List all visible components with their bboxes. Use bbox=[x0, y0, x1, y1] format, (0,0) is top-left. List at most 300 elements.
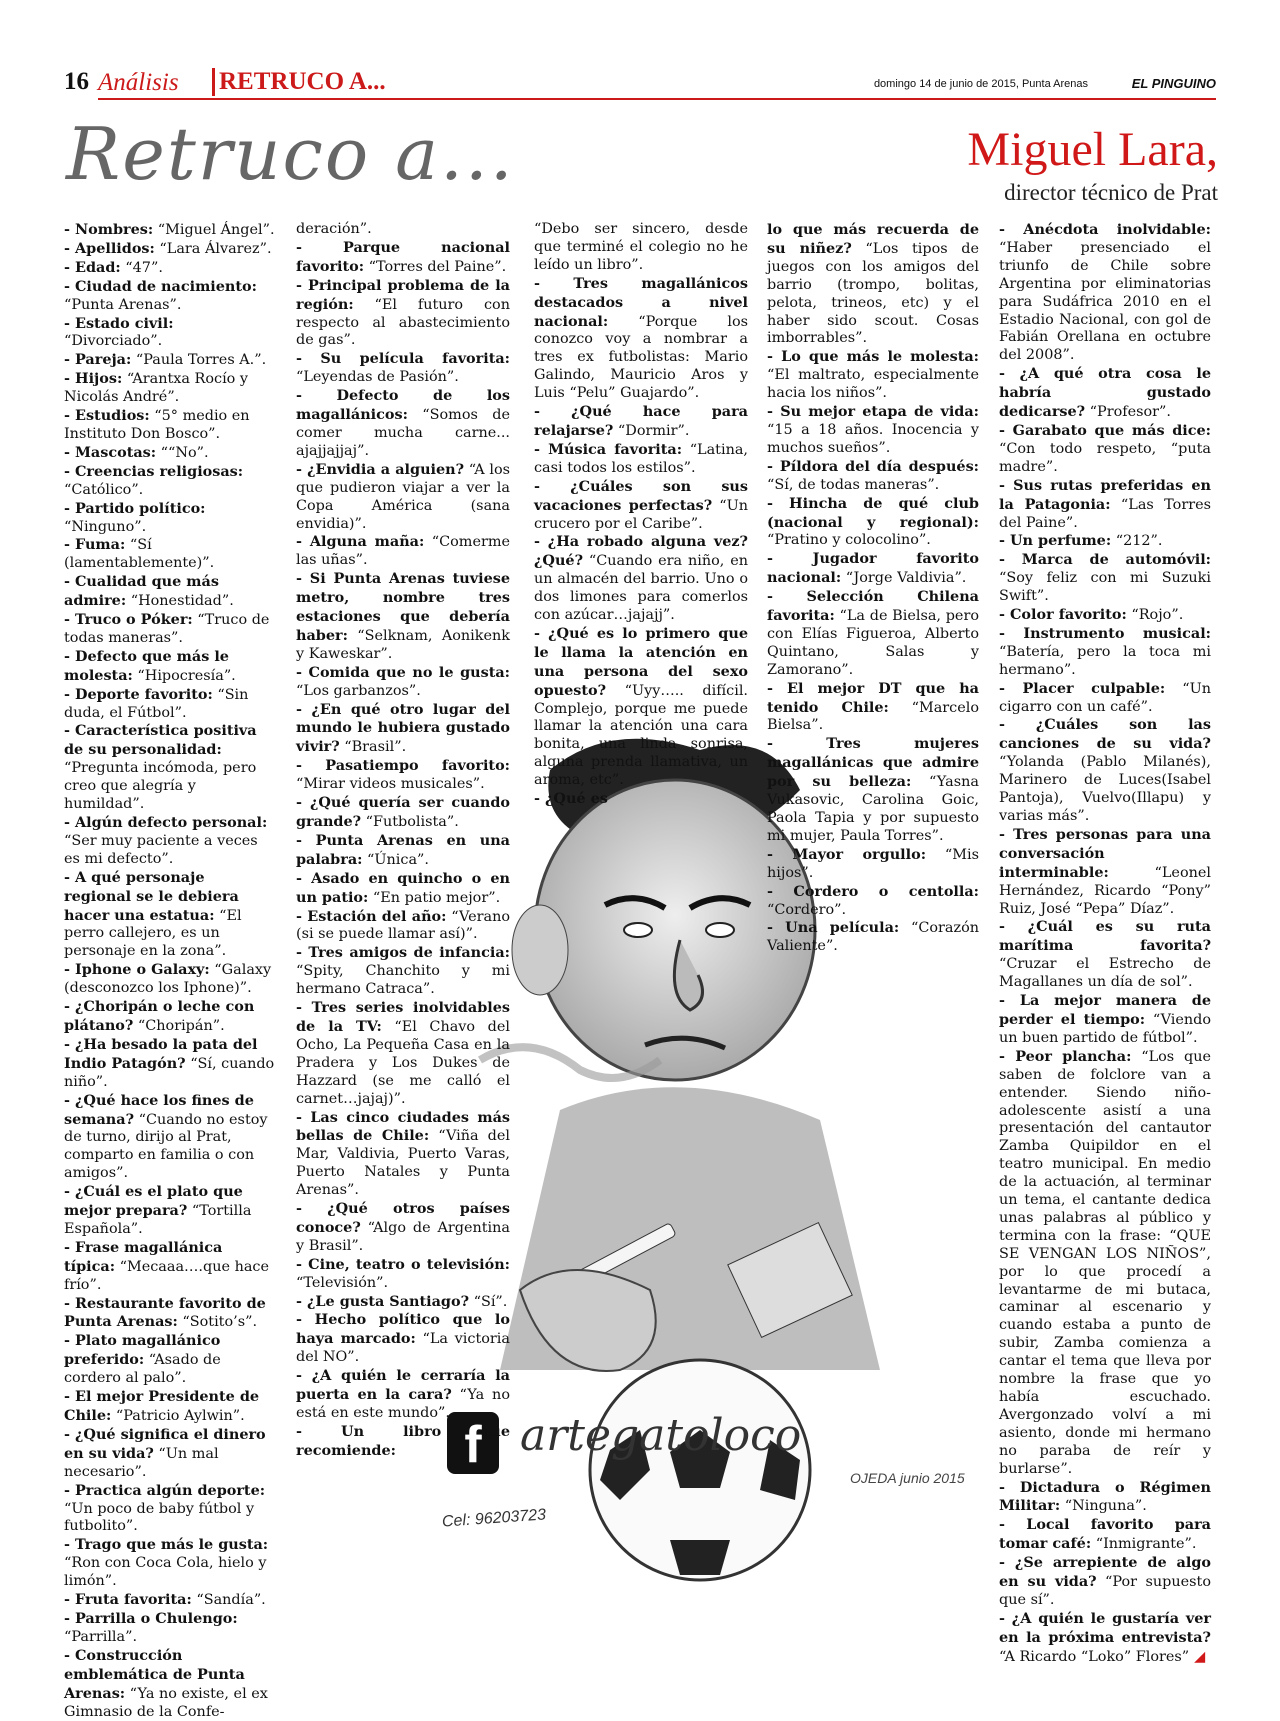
qa-question: - Fuma: bbox=[64, 536, 126, 554]
qa-answer: “Soy feliz con mi Suzuki Swift”. bbox=[999, 570, 1211, 605]
header-rule bbox=[98, 98, 1216, 100]
qa-question: - Practica algún deporte: bbox=[64, 1481, 266, 1499]
qa-question: - Fruta favorita: bbox=[64, 1591, 192, 1609]
qa-item bbox=[767, 403, 979, 458]
qa-answer: “Uyy….. difícil. Complejo, porque me puede llamar la atención una cara bonita, una linda sonrisa, alguna prenda llamativa, un aroma, etc”. bbox=[534, 682, 748, 789]
qa-question: - ¿A quién le gustaría ver en la próxima entrevista? bbox=[999, 1609, 1211, 1646]
qa-question: - ¿En qué otro lugar del mundo le hubiera gustado vivir? bbox=[296, 700, 510, 756]
qa-answer: “Jorge Valdivia”. bbox=[841, 570, 967, 587]
qa-item bbox=[999, 1610, 1211, 1667]
qa-question: - Selección Chilena favorita: bbox=[767, 588, 979, 625]
qa-answer: “Hipocresía”. bbox=[132, 667, 236, 684]
qa-item bbox=[767, 495, 979, 551]
qa-answer: “Selknam, Aonikenk y Kaweskar”. bbox=[296, 627, 510, 662]
qa-item bbox=[296, 350, 510, 387]
qa-question: - Mascotas: bbox=[64, 443, 157, 461]
qa-item bbox=[999, 625, 1211, 680]
ear-left bbox=[512, 905, 568, 995]
qa-question: - Cualidad que más admire: bbox=[64, 573, 219, 610]
qa-answer: “A Ricardo “Loko” Flores” bbox=[999, 1648, 1190, 1665]
qa-question: lo que más recuerda de su niñez? bbox=[767, 221, 979, 257]
qa-item bbox=[534, 790, 748, 809]
qa-answer: “Verano (si se puede llamar así)”. bbox=[296, 908, 511, 943]
qa-answer: “Viendo un buen partido de fútbol”. bbox=[999, 1011, 1211, 1046]
qa-answer: “Sandía”. bbox=[191, 1592, 266, 1609]
qa-answer: “Sí, de todas maneras”. bbox=[767, 476, 940, 493]
qa-question: - Garabato que más dice: bbox=[999, 421, 1211, 439]
qa-question: - El mejor Presidente de Chile: bbox=[64, 1388, 260, 1424]
qa-question: - ¿Cuáles son sus vacaciones perfectas? bbox=[534, 477, 748, 514]
qa-item bbox=[999, 1516, 1211, 1554]
qa-answer: “Punta Arenas”. bbox=[64, 296, 182, 313]
qa-answer: “Miguel Ángel”. bbox=[153, 222, 275, 238]
qa-answer: “Somos de comer mucha carne... ajajjajjaj”. bbox=[296, 407, 510, 459]
qa-question: - Tres personas para una conversación interminable: bbox=[999, 825, 1211, 881]
qa-item bbox=[64, 259, 276, 278]
qa-question: - ¿Qué otros países conoce? bbox=[296, 1200, 510, 1236]
qa-answer: “Las Torres del Paine”. bbox=[999, 496, 1211, 531]
qa-item bbox=[999, 221, 1211, 365]
end-mark-icon: ◢ bbox=[1189, 1647, 1206, 1665]
qa-question: - ¿Ha robado alguna vez? ¿Qué? bbox=[534, 533, 748, 570]
qa-question: - Plato magallánico preferido: bbox=[64, 1332, 221, 1369]
qa-answer: “212”. bbox=[1111, 533, 1163, 550]
qa-item bbox=[999, 532, 1211, 551]
qa-answer: “Honestidad”. bbox=[126, 593, 234, 610]
qa-answer: “Futbolista”. bbox=[361, 814, 459, 830]
qa-question: - Si Punta Arenas tuviese metro, nombre tres estaciones que debería haber: bbox=[296, 570, 510, 644]
column-1 bbox=[64, 221, 276, 1721]
page-header bbox=[64, 68, 1216, 98]
qa-answer: “El perro callejero, es un personaje en la zona”. bbox=[64, 907, 242, 960]
qa-answer: “Paula Torres A.”. bbox=[131, 352, 267, 369]
qa-question: - Truco o Póker: bbox=[64, 611, 193, 629]
qa-item bbox=[64, 1295, 276, 1333]
qa-question: - ¿A quién le cerraría la puerta en la cara? bbox=[296, 1367, 510, 1404]
qa-answer: “Pratino y colocolino”. bbox=[767, 532, 931, 549]
qa-item bbox=[296, 533, 510, 570]
qa-item bbox=[999, 918, 1211, 992]
qa-question: - Marca de automóvil: bbox=[999, 551, 1211, 569]
qa-question: - Alguna maña: bbox=[296, 533, 425, 551]
qa-item bbox=[64, 407, 276, 444]
qa-answer: “Católico”. bbox=[64, 481, 144, 498]
qa-item bbox=[767, 221, 979, 348]
interviewee-role: director técnico de Prat bbox=[1004, 180, 1218, 205]
qa-item bbox=[534, 403, 748, 441]
qa-answer: “Yolanda (Pablo Milanés), Marinero de Luces(Isabel Pantoja), Vuelvo(Illapu) y varias más”. bbox=[999, 754, 1211, 824]
qa-item bbox=[64, 278, 276, 315]
qa-item bbox=[767, 550, 979, 588]
qa-item bbox=[64, 1536, 276, 1591]
qa-question: - Apellidos: bbox=[64, 239, 155, 257]
qa-item bbox=[999, 551, 1211, 606]
artist-name: OJEDA junio 2015 bbox=[850, 1470, 965, 1486]
interviewee-name: Miguel Lara, bbox=[967, 123, 1218, 176]
qa-item bbox=[296, 461, 510, 534]
qa-question: - Sus rutas preferidas en la Patagonia: bbox=[999, 476, 1211, 513]
qa-question: - Jugador favorito nacional: bbox=[767, 550, 979, 587]
qa-item bbox=[296, 832, 510, 870]
qa-question: - El mejor DT que ha tenido Chile: bbox=[767, 679, 979, 716]
qa-answer: deración”. bbox=[296, 221, 372, 237]
qa-question: - ¿Choripán o leche con plátano? bbox=[64, 998, 255, 1034]
qa-item bbox=[767, 588, 979, 680]
qa-question: - Construcción emblemática de Punta Arenas: bbox=[64, 1646, 245, 1702]
qa-item bbox=[999, 1479, 1211, 1517]
qa-question: - Hecho político que lo haya marcado: bbox=[296, 1311, 510, 1348]
qa-item bbox=[296, 870, 510, 908]
qa-item bbox=[64, 1647, 276, 1721]
facebook-icon: f bbox=[447, 1412, 499, 1474]
qa-answer: “Inmigrante”. bbox=[1091, 1536, 1197, 1553]
qa-question: - Hijos: bbox=[64, 370, 123, 388]
qa-answer: “Debo ser sincero, desde que terminé el colegio no he leído un libro”. bbox=[534, 221, 748, 273]
qa-answer: “Spity, Chanchito y mi hermano Catraca”. bbox=[296, 963, 510, 998]
qa-answer: “Choripán”. bbox=[133, 1017, 225, 1034]
qa-item bbox=[767, 919, 979, 956]
qa-question: - ¿Qué quería ser cuando grande? bbox=[296, 794, 510, 830]
column-5 bbox=[999, 221, 1211, 1667]
qa-answer: “Latina, casi todos los estilos”. bbox=[534, 441, 748, 476]
qa-answer: “Un cigarro con un café”. bbox=[999, 680, 1211, 715]
qa-item bbox=[64, 1591, 276, 1610]
qa-item bbox=[296, 664, 510, 701]
newspaper-name: EL PINGUINO bbox=[1131, 76, 1216, 91]
qa-question: - Defecto que más le molesta: bbox=[64, 647, 229, 684]
qa-question: - ¿Qué hace los fines de semana? bbox=[64, 1091, 254, 1128]
qa-item bbox=[999, 680, 1211, 717]
qa-item bbox=[767, 458, 979, 495]
qa-item bbox=[64, 1426, 276, 1482]
qa-item bbox=[296, 1200, 510, 1256]
qa-answer: “Galaxy (desconozco los Iphone)”. bbox=[64, 962, 272, 997]
qa-question: - Cordero o centolla: bbox=[767, 882, 979, 900]
qa-answer: “Los garbanzos”. bbox=[296, 682, 421, 699]
qa-item bbox=[64, 814, 276, 869]
qa-answer: “5° medio en Instituto Don Bosco”. bbox=[64, 408, 250, 442]
qa-question: - Instrumento musical: bbox=[999, 624, 1211, 642]
qa-answer: “La de Bielsa, pero con Elías Figueroa, Alberto Quintano, Salas y Zamorano”. bbox=[767, 608, 979, 678]
qa-answer: “El futuro con respecto al abastecimiento de gas”. bbox=[296, 296, 510, 349]
qa-answer: “Con todo respeto, “puta madre”. bbox=[999, 440, 1211, 475]
dateline: domingo 14 de junio de 2015, Punta Arenas bbox=[873, 78, 1088, 90]
qa-question: - Un libro que recomiende: bbox=[296, 1422, 510, 1459]
qa-item bbox=[296, 1293, 510, 1312]
qa-answer: “Ninguno”. bbox=[64, 518, 147, 535]
qa-question: - ¿Se arrepiente de algo en su vida? bbox=[999, 1554, 1211, 1591]
qa-answer: “El maltrato, especialmente hacia los niños”. bbox=[767, 367, 979, 402]
qa-answer: “Un mal necesario”. bbox=[64, 1445, 219, 1480]
qa-item bbox=[296, 570, 510, 664]
qa-item bbox=[296, 1109, 510, 1201]
qa-answer: “Tortilla Española”. bbox=[64, 1203, 252, 1237]
qa-question: - Tres series inolvidables de la TV: bbox=[296, 999, 510, 1035]
qa-answer: “Cuando no estoy de turno, dirijo al Prat, comparto en familia o con amigos”. bbox=[64, 1111, 268, 1182]
qa-answer: “Única”. bbox=[362, 851, 429, 868]
qa-question: - Una película: bbox=[767, 919, 900, 937]
qa-question: - Su película favorita: bbox=[296, 350, 510, 368]
qa-question: - Estación del año: bbox=[296, 907, 447, 925]
qa-question: - ¿Cuál es el plato que mejor prepara? bbox=[64, 1183, 243, 1220]
qa-answer: “Haber presenciado el triunfo de Chile sobre Argentina por eliminatorias para Sudáfrica 2010 en el Estadio Nacional, con gol de Fabián Orellana en octubre del 2008”. bbox=[999, 239, 1211, 364]
qa-item bbox=[999, 826, 1211, 919]
qa-item bbox=[296, 221, 510, 239]
qa-answer: “Un poco de baby fútbol y futbolito”. bbox=[64, 1500, 255, 1535]
qa-item bbox=[296, 701, 510, 758]
section-label: Análisis bbox=[98, 69, 179, 96]
qa-answer: “Batería, pero la toca mi hermano”. bbox=[999, 643, 1211, 678]
qa-answer: ““No”. bbox=[156, 444, 209, 461]
qa-answer: “Rojo”. bbox=[1126, 607, 1184, 624]
qa-question: - Parrilla o Chulengo: bbox=[64, 1609, 238, 1627]
qa-question: - Estado civil: bbox=[64, 314, 174, 332]
qa-item bbox=[534, 275, 748, 403]
qa-question: - Tres magallánicos destacados a nivel nacional: bbox=[534, 274, 748, 330]
qa-item bbox=[64, 463, 276, 500]
qa-question: - Cine, teatro o televisión: bbox=[296, 1255, 510, 1273]
qa-question: - ¿Ha besado la pata del Indio Patagón? bbox=[64, 1035, 258, 1072]
qa-item bbox=[64, 1610, 276, 1647]
qa-question: - Nombres: bbox=[64, 221, 154, 238]
qa-answer: “Por supuesto que sí”. bbox=[999, 1574, 1211, 1608]
qa-question: - Las cinco ciudades más bellas de Chile: bbox=[296, 1108, 510, 1145]
qa-item bbox=[64, 500, 276, 537]
qa-question: - Asado en quincho o en un patio: bbox=[296, 869, 510, 906]
qa-item bbox=[296, 1311, 510, 1367]
qa-item bbox=[64, 240, 276, 259]
qa-answer: “La victoria del NO”. bbox=[296, 1331, 510, 1366]
qa-answer: “Viña del Mar, Valdivia, Puerto Varas, Puerto Natales y Punta Arenas”. bbox=[296, 1128, 510, 1199]
qa-question: - Tres amigos de infancia: bbox=[296, 944, 510, 962]
qa-answer: “Mis hijos”. bbox=[767, 846, 980, 881]
qa-answer: “Ron con Coca Cola, hielo y limón”. bbox=[64, 1555, 267, 1590]
qa-answer: “Leonel Hernández, Ricardo “Pony” Ruiz, José “Pepa” Díaz”. bbox=[999, 864, 1211, 917]
qa-item bbox=[296, 944, 510, 999]
qa-answer: “Mirar videos musicales”. bbox=[296, 776, 485, 793]
qa-item bbox=[296, 757, 510, 794]
qa-item bbox=[999, 606, 1211, 625]
qa-item bbox=[64, 1239, 276, 1295]
qa-question: - Tres mujeres magallánicas que admire por su belleza: bbox=[767, 735, 979, 791]
qa-question: - ¿Envidia a alguien? bbox=[296, 460, 465, 478]
qa-question: - Característica positiva de su personalidad: bbox=[64, 722, 257, 759]
qa-question: - Algún defecto personal: bbox=[64, 814, 268, 831]
qa-item bbox=[534, 221, 748, 275]
qa-item bbox=[296, 1367, 510, 1423]
qa-answer: “Sotito’s”. bbox=[177, 1314, 258, 1331]
qa-answer: “Algo de Argentina y Brasil”. bbox=[296, 1219, 510, 1254]
qa-answer: “Leyendas de Pasión”. bbox=[296, 369, 459, 386]
qa-question: - A qué personaje regional se le debiera hacer una estatua: bbox=[64, 868, 239, 924]
artist-phone: Cel: 96203723 bbox=[441, 1506, 547, 1531]
qa-item bbox=[999, 477, 1211, 533]
qa-answer: “Cordero”. bbox=[767, 901, 847, 918]
qa-answer: “Brasil”. bbox=[339, 739, 407, 756]
qa-answer: “Los que saben de folclore van a entender. Siendo niño-adolescente asistí a una presentación del cantautor Zamba Quipildor en el teatro municipal. En medio de la actuación, al terminar un tema, el cantante dedica unas palabras al público y termina con la frase: “QUE SE VENGAN LOS NIÑOS”, por lo que procedí a levantarme de mi butaca, caminar al escenario y cuando estaba a punto de subir, Zamba comienza a cantar el tema que lleva por nombre la frase que yo había escuchado. Avergonzado volví a mi asiento, donde mi hermano no paraba de reír y burlarse”. bbox=[999, 1048, 1211, 1477]
qa-answer: “Mecaaa….que hace frío”. bbox=[64, 1258, 269, 1293]
qa-item bbox=[296, 794, 510, 832]
qa-item bbox=[534, 478, 748, 534]
qa-question: - ¿Cuáles son las canciones de su vida? bbox=[999, 716, 1211, 753]
qa-answer: “Lara Álvarez”. bbox=[154, 240, 272, 257]
qa-answer: “El Chavo del Ocho, La Pequeña Casa en la Pradera y Los Dukes de Hazzard (se me calló el carnet…jajaj)”. bbox=[296, 1018, 510, 1107]
qa-item bbox=[296, 239, 510, 277]
qa-question: - Defecto de los magallánicos: bbox=[296, 387, 510, 424]
qa-question: - Estudios: bbox=[64, 407, 150, 425]
qa-item bbox=[64, 722, 276, 814]
qa-item bbox=[64, 1332, 276, 1388]
qa-question: - Anécdota inolvidable: bbox=[999, 221, 1211, 238]
qa-item bbox=[767, 680, 979, 736]
qa-item bbox=[534, 441, 748, 478]
qa-item bbox=[999, 716, 1211, 825]
qa-answer: “Comerme las uñas”. bbox=[296, 534, 511, 569]
qa-answer: “Patricio Aylwin”. bbox=[111, 1408, 245, 1424]
qa-item bbox=[64, 648, 276, 686]
qa-question: - ¿A qué otra cosa le habría gustado dedicarse? bbox=[999, 365, 1211, 421]
qa-answer: “Torres del Paine”. bbox=[364, 258, 507, 275]
qa-question: - ¿Le gusta Santiago? bbox=[296, 1292, 470, 1310]
qa-question: - Deporte favorito: bbox=[64, 685, 213, 703]
qa-answer: “Televisión”. bbox=[296, 1274, 389, 1291]
qa-answer: “47”. bbox=[120, 259, 163, 276]
qa-item bbox=[64, 1092, 276, 1184]
qa-question: - Comida que no le gusta: bbox=[296, 663, 510, 681]
qa-item bbox=[296, 1256, 510, 1293]
qa-item bbox=[296, 1423, 510, 1461]
qa-answer: “Divorciado”. bbox=[64, 333, 163, 350]
qa-item bbox=[999, 992, 1211, 1048]
qa-item bbox=[64, 370, 276, 407]
qa-answer: “Marcelo Bielsa”. bbox=[767, 699, 979, 734]
qa-question: - ¿Qué hace para relajarse? bbox=[534, 403, 748, 439]
qa-answer: “Truco de todas maneras”. bbox=[64, 612, 270, 646]
qa-item bbox=[64, 1183, 276, 1239]
qa-question: - Punta Arenas en una palabra: bbox=[296, 831, 510, 868]
qa-item bbox=[64, 536, 276, 573]
ball-patch bbox=[670, 1540, 730, 1575]
qa-answer: “Corazón Valiente”. bbox=[767, 920, 979, 955]
qa-item bbox=[64, 611, 276, 648]
qa-question: - ¿Qué significa el dinero en su vida? bbox=[64, 1425, 266, 1462]
qa-question: - Un perfume: bbox=[999, 532, 1112, 550]
qa-answer: “Sin duda, el Fútbol”. bbox=[64, 686, 249, 721]
qa-answer: “Porque los conozco voy a nombrar a tres ex futbolistas: Mario Galindo, Mauricio Aros y Luis “Pelu” Guajardo”. bbox=[534, 313, 748, 402]
qa-answer: “Ser muy paciente a veces es mi defecto”. bbox=[64, 832, 258, 867]
qa-item bbox=[767, 846, 979, 883]
qa-question: - Hincha de qué club (nacional y regional): bbox=[767, 494, 979, 531]
qa-item bbox=[999, 1048, 1211, 1479]
qa-answer: “Arantxa Rocío y Nicolás André”. bbox=[64, 371, 249, 406]
qa-item bbox=[999, 365, 1211, 422]
qa-question: - Peor plancha: bbox=[999, 1047, 1132, 1065]
qa-question: - Principal problema de la región: bbox=[296, 276, 510, 313]
qa-answer: “Sí (lamentablemente)”. bbox=[64, 537, 215, 572]
qa-question: - Restaurante favorito de Punta Arenas: bbox=[64, 1294, 266, 1331]
qa-question: - Lo que más le molesta: bbox=[767, 348, 979, 366]
qa-answer: “Los tipos de juegos con los amigos del barrio (trompo, bolitas, pelota, trineos, etc) y el haber sido scout. Cosas imborrables”. bbox=[767, 240, 979, 347]
qa-answer: “Asado de cordero al palo”. bbox=[64, 1352, 221, 1387]
qa-question: - ¿Qué es lo primero que le llama la atención en una persona del sexo opuesto? bbox=[534, 624, 748, 699]
qa-item bbox=[296, 277, 510, 351]
qa-item bbox=[64, 573, 276, 611]
qa-question: - Ciudad de nacimiento: bbox=[64, 277, 257, 295]
qa-question: - Pareja: bbox=[64, 351, 132, 369]
qa-question: - Música favorita: bbox=[534, 440, 683, 458]
qa-question: - Color favorito: bbox=[999, 606, 1127, 624]
qa-question: - ¿Qué es bbox=[534, 790, 608, 808]
eye-left bbox=[624, 923, 652, 937]
artist-signature: artegatoloco bbox=[520, 1410, 802, 1461]
script-title: Retruco a... bbox=[66, 112, 515, 196]
qa-question: - Partido político: bbox=[64, 499, 206, 517]
qa-item bbox=[64, 221, 276, 240]
qa-item bbox=[296, 387, 510, 461]
qa-question: - Su mejor etapa de vida: bbox=[767, 403, 979, 421]
qa-item bbox=[296, 908, 510, 945]
qa-item bbox=[999, 422, 1211, 477]
qa-question: - Frase magallánica típica: bbox=[64, 1238, 223, 1275]
qa-answer: “Dormir”. bbox=[613, 422, 690, 439]
page-number: 16 bbox=[64, 68, 89, 95]
qa-item bbox=[767, 735, 979, 845]
qa-answer: “Parrilla”. bbox=[64, 1628, 138, 1645]
qa-answer: “Sí, cuando niño”. bbox=[64, 1055, 275, 1090]
section-kicker: RETRUCO A... bbox=[212, 68, 386, 96]
qa-item bbox=[767, 883, 979, 920]
qa-item bbox=[64, 998, 276, 1036]
qa-item bbox=[767, 348, 979, 403]
qa-answer: “Sí”. bbox=[469, 1293, 508, 1310]
column-4 bbox=[767, 221, 979, 956]
qa-item bbox=[534, 625, 748, 790]
qa-answer: “Cruzar el Estrecho de Magallanes un día de sol”. bbox=[999, 956, 1211, 991]
qa-item bbox=[64, 1036, 276, 1092]
qa-item bbox=[64, 961, 276, 998]
qa-answer: “Un crucero por el Caribe”. bbox=[534, 497, 749, 532]
qa-question: - Mayor orgullo: bbox=[767, 845, 927, 863]
qa-item bbox=[999, 1554, 1211, 1610]
qa-answer: “Profesor”. bbox=[1085, 404, 1171, 421]
qa-question: - Píldora del día después: bbox=[767, 457, 979, 475]
qa-question: - Edad: bbox=[64, 258, 121, 276]
qa-answer: “Ninguna”. bbox=[1060, 1498, 1147, 1515]
qa-item bbox=[64, 1388, 276, 1426]
qa-answer: “15 a 18 años. Inocencia y muchos sueños”. bbox=[767, 421, 979, 456]
qa-question: - Iphone o Galaxy: bbox=[64, 961, 210, 979]
qa-answer: “A los que pudieron viajar a ver la Copa América (sana envidia)”. bbox=[296, 461, 510, 532]
qa-item bbox=[64, 869, 276, 962]
column-2 bbox=[296, 221, 510, 1461]
qa-question: - Placer culpable: bbox=[999, 679, 1166, 697]
qa-question: - La mejor manera de perder el tiempo: bbox=[999, 992, 1211, 1028]
qa-item bbox=[64, 351, 276, 370]
qa-question: - Dictadura o Régimen Militar: bbox=[999, 1478, 1211, 1515]
eye-right bbox=[706, 923, 734, 937]
qa-answer: “Pregunta incómoda, pero creo que alegría y humildad”. bbox=[64, 760, 257, 813]
qa-question: - ¿Cuál es su ruta marítima favorita? bbox=[999, 918, 1211, 955]
qa-question: - Pasatiempo favorito: bbox=[296, 757, 510, 775]
qa-item bbox=[534, 533, 748, 625]
qa-question: - Creencias religiosas: bbox=[64, 462, 244, 480]
qa-item bbox=[296, 999, 510, 1108]
qa-item bbox=[64, 686, 276, 723]
qa-question: - Trago que más le gusta: bbox=[64, 1536, 269, 1554]
qa-question: - Local favorito para tomar café: bbox=[999, 1516, 1211, 1553]
qa-answer: “Ya no existe, el ex Gimnasio de la Confe- bbox=[64, 1685, 268, 1720]
qa-answer: “Cuando era niño, en un almacén del barrio. Uno o dos limones para comerlos con azúcar…jajajj”. bbox=[534, 553, 748, 624]
